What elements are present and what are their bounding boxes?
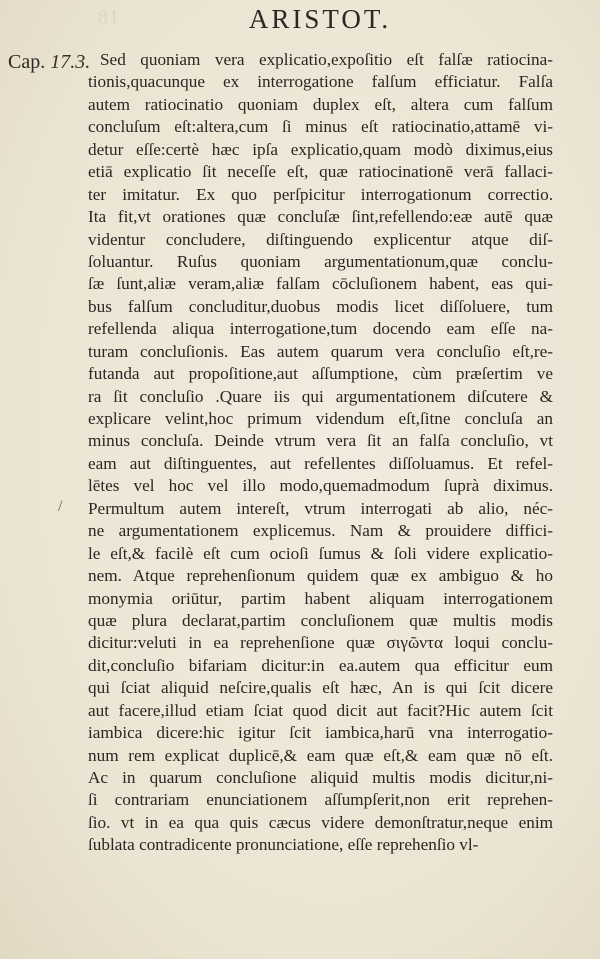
text-line: dicitur:veluti in ea reprehenſione quæ σιγῶντα loqui conclu- xyxy=(88,633,553,653)
text-line: Sed quoniam vera explicatio,expoſitio eſt falſæ ratiocina- xyxy=(100,50,553,69)
body-text xyxy=(88,49,553,857)
text-line: futanda aut propoſitione,aut aſſumptione, cùm præſertim ve xyxy=(88,364,553,384)
text-line: turam concluſionis. Eas autem quarum vera concluſio eſt,re- xyxy=(88,341,553,361)
text-line: explicare velint,hoc primum videndum eſt,ſitne concluſa an xyxy=(88,409,553,428)
text-line: ſoluantur. Ruſus quoniam argumentationum,quæ conclu- xyxy=(88,251,553,271)
text-line: monymia oriūtur, partim habent aliquam interrogationem xyxy=(88,588,553,608)
text-line: refellenda aliqua interrogatione,tum docendo eam eſſe na- xyxy=(88,319,553,339)
text-line: ſublata contradicente pronunciatione, eſſe reprehenſio vl- xyxy=(88,835,479,855)
chapter-label: Cap. xyxy=(8,51,46,73)
text-line: dit,concluſio bifariam dicitur:in ea.autem qua efficitur eum xyxy=(88,655,553,675)
text-line: nem. Atque reprehenſionum quidem quæ ex ambiguo & ho xyxy=(88,566,553,586)
text-line: ne argumentationem explicemus. Nam & prouidere diffici- xyxy=(88,521,553,541)
text-line: etiā explicatio ſit neceſſe eſt, quæ ratiocinationē verā fallaci- xyxy=(88,162,553,182)
text-line: ſi contrariam enunciationem aſſumpſerit,non erit reprehen- xyxy=(88,790,553,810)
text-line: ter imitatur. Ex quo perſpicitur interrogationum correctio. xyxy=(88,184,553,204)
text-line: minus concluſa. Deinde vtrum vera ſit an falſa concluſio, vt xyxy=(88,431,553,451)
running-head: ARISTOT. xyxy=(248,4,392,34)
text-line: lētes vel hoc vel illo modo,quemadmodum ſuprà diximus. xyxy=(88,476,553,496)
text-line: videntur concludere, diſtinguendo explicentur atque diſ- xyxy=(88,229,553,249)
margin-slash-mark: / xyxy=(58,498,63,515)
text-line: ra ſit concluſio .Quare iis qui argumentationem diſcutere & xyxy=(88,386,553,406)
text-line: qui ſciat aliquid neſcire,qualis eſt hæc, An is qui ſcit dicere xyxy=(88,678,553,698)
handwritten-chapter-number: 17.3. xyxy=(50,51,91,73)
text-line: aut facere,illud etiam ſciat quod dicit aut facit?Hic autem ſcit xyxy=(88,700,553,720)
text-line: autem ratiocinatio quoniam duplex eſt, altera cum falſum xyxy=(88,94,553,114)
text-line: num rem explicat duplicē,& eam quæ eſt,& eam quæ nō eſt. xyxy=(88,745,553,765)
bleed-through-page-number: 81 xyxy=(98,6,120,28)
chapter-margin-note xyxy=(8,51,90,74)
text-line: Ac in quarum concluſione aliquid multis modis dicitur,ni- xyxy=(88,768,553,787)
text-line: iambica dicere:hic igitur ſcit iambica,harū vna interrogatio- xyxy=(88,723,553,743)
text-line: tionis,quacunque ex interrogatione falſum efficiatur. Falſa xyxy=(88,72,553,92)
text-line: bus falſum concluditur,duobus modis licet diſſoluere, tum xyxy=(88,296,553,316)
text-line: concluſum eſt:altera,cum ſi minus eſt ratiocinatio,attamē vi- xyxy=(88,117,553,137)
text-line: Ita fit,vt orationes quæ concluſæ ſint,refellendo:eæ autē quæ xyxy=(88,207,553,227)
text-line: Permultum autem intereſt, vtrum interrogati ab alio, néc- xyxy=(88,498,553,518)
text-line: eam aut diſtinguentes, aut refellentes diſſoluamus. Et refel- xyxy=(88,453,553,473)
text-line: le eſt,& facilè eſt cum ocioſi ſumus & ſoli videre explicatio- xyxy=(88,543,553,563)
text-line: detur eſſe:certè hæc ipſa explicatio,quam modò diximus,eius xyxy=(88,139,553,159)
text-line: ſio. vt in ea qua quis cæcus videre demonſtratur,neque enim xyxy=(88,812,553,832)
text-line: quæ plura declarat,partim concluſionem quæ multis modis xyxy=(88,610,553,630)
text-line: ſæ ſunt,aliæ veram,aliæ falſam cōcluſionem habent, eas qui- xyxy=(88,274,553,294)
